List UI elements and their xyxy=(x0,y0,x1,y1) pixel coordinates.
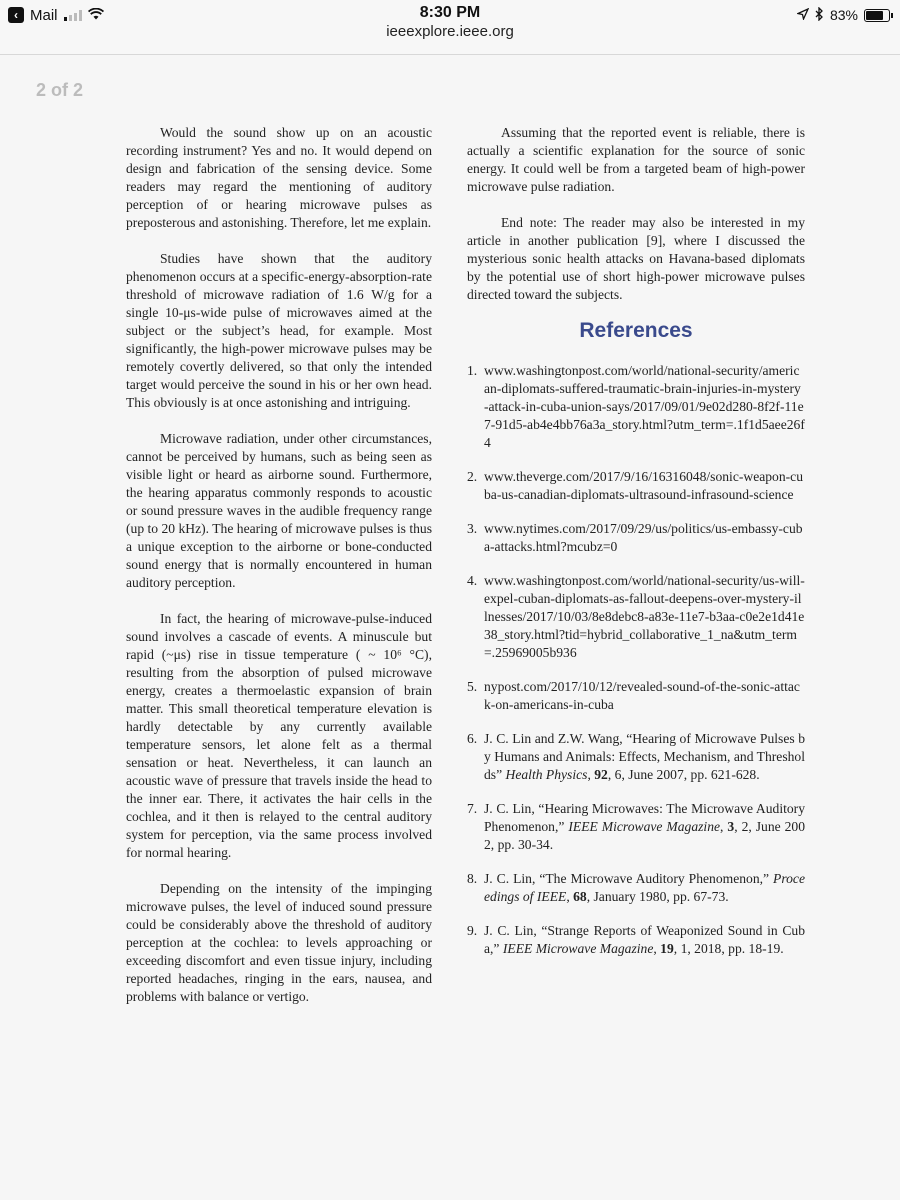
reference-text[interactable] xyxy=(484,520,805,556)
reference-volume: 92 xyxy=(594,767,608,782)
reference-details: , 2, June 2002, pp. 30-34. xyxy=(484,819,806,852)
reference-text[interactable] xyxy=(484,572,805,662)
reference-citation: www.theverge.com/2017/9/16/16316048/sonic-weapon-cuba-us-canadian-diplomats-ultrasound-infrasound-science xyxy=(484,469,804,502)
page-indicator: 2 of 2 xyxy=(36,80,84,100)
paragraph: Depending on the intensity of the impinging microwave pulses, the level of induced sound pressure could be considerably above the threshold of auditory perception at the cochlea: to levels approaching or exceeding discomfort and even tissue injury, including reported headaches, ringing in the ears, nausea, and problems with balance or vertigo. xyxy=(126,881,432,1004)
reference-item xyxy=(467,922,805,958)
reference-text[interactable] xyxy=(484,870,805,906)
reference-journal: IEEE Microwave Magazine xyxy=(502,941,654,956)
reference-number: 4. xyxy=(467,573,478,588)
reference-text[interactable] xyxy=(484,362,805,452)
reference-text[interactable] xyxy=(484,730,805,784)
reference-details: , 1, 2018, pp. 18-19. xyxy=(673,941,784,956)
reference-number: 8. xyxy=(467,871,478,886)
reference-number: 2. xyxy=(467,469,478,484)
reference-journal: IEEE Microwave Magazine xyxy=(568,819,721,834)
reference-citation: www.washingtonpost.com/world/national-security/american-diplomats-suffered-traumatic-brain-injuries-in-mystery-attack-in-cuba-union-says/2017/09/01/9e02d280-8f2f-11e7-91d5-ab4e4bb76a3a_story.html?utm_term=.1f1d5aee26f4 xyxy=(484,363,805,450)
left-column xyxy=(126,124,432,1024)
paragraph: Would the sound show up on an acoustic recording instrument? Yes and no. It would depend on design and fabrication of the sensing device. Some readers may regard the mentioning of auditory perception of or hearing microwave pulses as preposterous and astonishing. Therefore, let me explain. xyxy=(126,125,432,230)
reference-text[interactable] xyxy=(484,922,805,958)
reference-volume: 68 xyxy=(573,889,587,904)
address-bar-url[interactable]: ieeexplore.ieee.org xyxy=(386,23,514,40)
paragraph: Microwave radiation, under other circumstances, cannot be perceived by humans, such as being seen as visible light or heard as airborne sound. Furthermore, the hearing apparatus commonly responds to acoustic or sound pressure waves in the audible frequency range (up to 20 kHz). The hearing of microwave pulses is thus a unique exception to the airborne or bone-conducted sound energy that is normally encountered in human auditory perception. xyxy=(126,431,432,590)
reference-number: 9. xyxy=(467,923,478,938)
reference-citation: www.nytimes.com/2017/09/29/us/politics/us-embassy-cuba-attacks.html?mcubz=0 xyxy=(484,521,803,554)
paragraph: In fact, the hearing of microwave-pulse-induced sound involves a cascade of events. A minuscule but rapid (~μs) rise in tissue temperature ( ~ 10⁶ °C), resulting from the absorption of pulsed microwave energy, creates a thermoelastic expansion of brain matter. This small theoretical temperature elevation is hardly detectable by any currently available temperature sensors, let alone felt as a thermal sensation or heat. Nevertheless, it can launch an acoustic wave of pressure that travels inside the head to the inner ear. There, it activates the hair cells in the cochlea, and it then is relayed to the central auditory system for perception, via the same process involved for normal hearing. xyxy=(126,611,432,860)
reference-text[interactable] xyxy=(484,678,805,714)
reference-item xyxy=(467,520,805,556)
reference-journal: Health Physics xyxy=(505,767,588,782)
reference-citation: J. C. Lin and Z.W. Wang, “Hearing of Microwave Pulses by Humans and Animals: Effects, Mechanism, and Thresholds” xyxy=(484,731,805,782)
battery-percent: 83% xyxy=(829,7,858,23)
reference-item xyxy=(467,362,805,452)
status-bar xyxy=(0,0,900,55)
references-list xyxy=(467,362,805,958)
reference-text[interactable] xyxy=(484,800,805,854)
battery-fill xyxy=(866,11,883,20)
reference-item xyxy=(467,678,805,714)
reference-separator: , xyxy=(566,889,574,904)
reference-item xyxy=(467,468,805,504)
reference-details: , January 1980, pp. 67-73. xyxy=(586,889,729,904)
location-arrow-icon xyxy=(797,7,809,23)
right-column xyxy=(467,124,805,974)
reference-item xyxy=(467,730,805,784)
clock: 8:30 PM xyxy=(419,4,481,21)
reference-separator: , xyxy=(653,941,661,956)
reference-citation: www.washingtonpost.com/world/national-security/us-will-expel-cuban-diplomats-as-fallout-deepens-over-mystery-illnesses/2017/10/03/8e8debc8-a83e-11e7-b3aa-c0e2e1d41e38_story.html?tid=hybrid_collaborative_1_na&utm_term=.25969005b936 xyxy=(484,573,805,660)
reference-number: 7. xyxy=(467,801,478,816)
reference-separator: , xyxy=(587,767,595,782)
reference-text[interactable] xyxy=(484,468,805,504)
reference-citation: J. C. Lin, “Hearing Microwaves: The Microwave Auditory Phenomenon,” xyxy=(484,801,805,834)
back-arrow-icon[interactable]: ‹ xyxy=(8,7,24,23)
reference-number: 3. xyxy=(467,521,478,536)
paragraph: End note: The reader may also be interested in my article in another publication [9], where I discussed the mysterious sonic health attacks on Havana-based diplomats by the potential use of short high-power microwave pulses directed toward the subjects. xyxy=(467,215,805,302)
bluetooth-icon xyxy=(815,7,824,24)
paragraph: Studies have shown that the auditory phenomenon occurs at a specific-energy-absorption-rate threshold of microwave radiation of 1.6 W/g for a single 10-μs-wide pulse of microwaves aimed at the subject or the subject’s head, for example. Most significantly, the high-power microwave pulses may be remotely covertly delivered, so that only the intended target would perceive the sound in his or her own head. This obviously is at once astonishing and intriguing. xyxy=(126,251,432,410)
reference-citation: J. C. Lin, “Strange Reports of Weaponized Sound in Cuba,” xyxy=(484,923,805,956)
references-heading: References xyxy=(579,319,693,342)
paragraph: Assuming that the reported event is reliable, there is actually a scientific explanation for the source of sonic energy. It could well be from a targeted beam of high-power microwave pulse radiation. xyxy=(467,125,805,194)
reference-volume: 3 xyxy=(727,819,735,834)
reference-number: 1. xyxy=(467,363,478,378)
reference-citation: J. C. Lin, “The Microwave Auditory Phenomenon,” xyxy=(484,871,774,886)
reference-item xyxy=(467,572,805,662)
reference-journal: Proceedings of IEEE xyxy=(484,871,805,904)
reference-volume: 19 xyxy=(660,941,674,956)
reference-number: 6. xyxy=(467,731,478,746)
reference-details: , 6, June 2007, pp. 621-628. xyxy=(607,767,760,782)
reference-number: 5. xyxy=(467,679,478,694)
back-app-label[interactable]: Mail xyxy=(30,6,58,24)
battery-icon xyxy=(864,9,890,22)
reference-item xyxy=(467,870,805,906)
reference-citation: nypost.com/2017/10/12/revealed-sound-of-the-sonic-attack-on-americans-in-cuba xyxy=(484,679,800,712)
reference-item xyxy=(467,800,805,854)
reference-separator: , xyxy=(720,819,728,834)
